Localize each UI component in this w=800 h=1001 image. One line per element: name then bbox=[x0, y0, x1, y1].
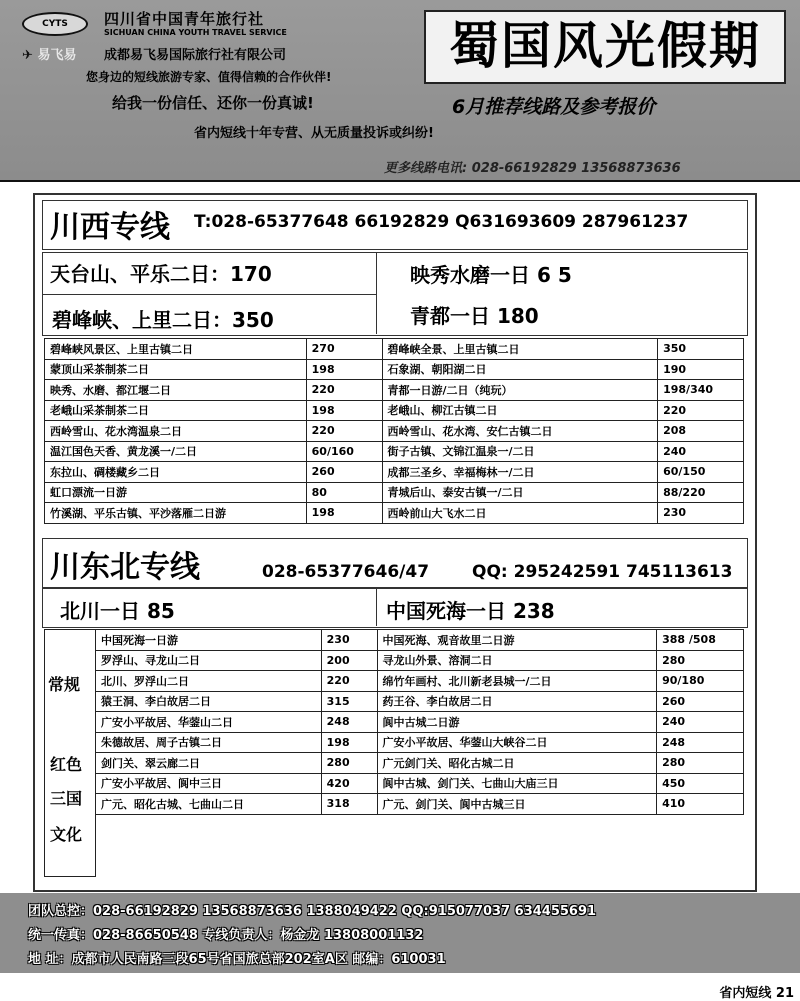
route-row bbox=[96, 753, 744, 774]
route-price: 248 bbox=[657, 732, 744, 753]
category-label: 文化 bbox=[50, 825, 83, 844]
route-price: 198 bbox=[306, 400, 382, 421]
route-price: 240 bbox=[658, 441, 744, 462]
route-row bbox=[45, 400, 744, 421]
yfy-logo bbox=[22, 44, 76, 63]
route-name: 广安小平故居、阆中三日 bbox=[96, 773, 322, 794]
hotline: 更多线路电讯: 028-66192829 13568873636 bbox=[384, 161, 681, 176]
route-price: 198 bbox=[306, 503, 382, 524]
route-name: 西岭前山大飞水二日 bbox=[382, 503, 658, 524]
route-name: 映秀、水磨、都江堰二日 bbox=[45, 380, 307, 401]
route-price: 220 bbox=[321, 671, 377, 692]
route-price: 280 bbox=[321, 753, 377, 774]
route-price: 230 bbox=[658, 503, 744, 524]
route-name: 广元、剑门关、阆中古城三日 bbox=[377, 794, 657, 815]
route-price: 200 bbox=[321, 650, 377, 671]
slogan-3: 省内短线十年专营、从无质量投诉或纠纷! bbox=[194, 126, 434, 141]
route-row bbox=[45, 339, 744, 360]
route-row bbox=[96, 630, 744, 651]
route-price: 350 bbox=[658, 339, 744, 360]
route-row bbox=[96, 732, 744, 753]
route-row bbox=[45, 380, 744, 401]
featured-route: 青都一日 180 bbox=[410, 304, 539, 328]
agency-name-cn: 四川省中国青年旅行社 bbox=[104, 10, 265, 28]
route-name: 阆中古城二日游 bbox=[377, 712, 657, 733]
route-row bbox=[45, 503, 744, 524]
route-price: 260 bbox=[657, 691, 744, 712]
route-price: 450 bbox=[657, 773, 744, 794]
west-phones: T:028-65377648 66192829 Q631693609 287961237 bbox=[194, 212, 689, 232]
route-name: 西岭雪山、花水湾、安仁古镇二日 bbox=[382, 421, 658, 442]
page-number: 省内短线 21 bbox=[719, 986, 794, 1001]
northeast-phone: 028-65377646/47 bbox=[262, 562, 430, 582]
route-price: 220 bbox=[306, 421, 382, 442]
west-routes-table bbox=[44, 338, 744, 524]
footer-address: 地 址：成都市人民南路三段65号省国旅总部202室A区 邮编：610031 bbox=[28, 952, 446, 967]
route-row bbox=[45, 482, 744, 503]
northeast-title: 川东北专线 bbox=[50, 550, 200, 585]
route-price: 240 bbox=[657, 712, 744, 733]
route-row bbox=[45, 359, 744, 380]
category-label: 红色 bbox=[50, 755, 83, 774]
route-name: 朱德故居、周子古镇二日 bbox=[96, 732, 322, 753]
route-row bbox=[96, 712, 744, 733]
route-name: 街子古镇、文锦江温泉一/二日 bbox=[382, 441, 658, 462]
divider bbox=[42, 294, 376, 295]
footer-contact: 团队总控：028-66192829 13568873636 1388049422 QQ:915077037 634455691 bbox=[28, 904, 597, 919]
route-price: 198 bbox=[306, 359, 382, 380]
route-price: 60/150 bbox=[658, 462, 744, 483]
featured-route: 天台山、平乐二日：170 bbox=[50, 262, 272, 286]
route-price: 280 bbox=[657, 650, 744, 671]
route-name: 碧峰峡全景、上里古镇二日 bbox=[382, 339, 658, 360]
northeast-qq: QQ: 295242591 745113613 bbox=[472, 562, 733, 582]
northeast-routes-table bbox=[95, 629, 744, 815]
route-price: 318 bbox=[321, 794, 377, 815]
route-name: 虹口漂流一日游 bbox=[45, 482, 307, 503]
route-price: 198/340 bbox=[658, 380, 744, 401]
route-row bbox=[96, 650, 744, 671]
route-name: 药王谷、李白故居二日 bbox=[377, 691, 657, 712]
footer-fax: 统一传真：028-86650548 专线负责人：杨金龙 13808001132 bbox=[28, 928, 424, 943]
route-name: 猿王洞、李白故居二日 bbox=[96, 691, 322, 712]
route-name: 罗浮山、寻龙山二日 bbox=[96, 650, 322, 671]
agency-name-en: SICHUAN CHINA YOUTH TRAVEL SERVICE bbox=[104, 28, 287, 37]
route-name: 成都三圣乡、幸福梅林一/二日 bbox=[382, 462, 658, 483]
plane-icon: ✈ bbox=[22, 48, 33, 63]
route-name: 温江国色天香、黄龙溪一/二日 bbox=[45, 441, 307, 462]
route-row bbox=[96, 773, 744, 794]
route-name: 北川、罗浮山二日 bbox=[96, 671, 322, 692]
featured-route: 碧峰峡、上里二日：350 bbox=[52, 308, 274, 332]
route-price: 208 bbox=[658, 421, 744, 442]
route-row bbox=[45, 421, 744, 442]
route-price: 80 bbox=[306, 482, 382, 503]
route-price: 230 bbox=[321, 630, 377, 651]
featured-route: 映秀水磨一日 6 5 bbox=[410, 263, 572, 287]
category-label: 常规 bbox=[48, 675, 81, 694]
route-name: 广安小平故居、华蓥山二日 bbox=[96, 712, 322, 733]
route-price: 280 bbox=[657, 753, 744, 774]
route-price: 60/160 bbox=[306, 441, 382, 462]
route-name: 广元剑门关、昭化古城二日 bbox=[377, 753, 657, 774]
route-name: 竹溪湖、平乐古镇、平沙落雁二日游 bbox=[45, 503, 307, 524]
route-price: 315 bbox=[321, 691, 377, 712]
route-price: 220 bbox=[306, 380, 382, 401]
agency2-name: 成都易飞易国际旅行社有限公司 bbox=[104, 48, 287, 63]
featured-route: 中国死海一日 238 bbox=[386, 599, 555, 623]
route-price: 190 bbox=[658, 359, 744, 380]
route-name: 老峨山、柳江古镇二日 bbox=[382, 400, 658, 421]
route-price: 420 bbox=[321, 773, 377, 794]
route-price: 90/180 bbox=[657, 671, 744, 692]
route-name: 中国死海一日游 bbox=[96, 630, 322, 651]
divider bbox=[376, 252, 377, 334]
route-row bbox=[96, 691, 744, 712]
route-name: 青城后山、泰安古镇一/二日 bbox=[382, 482, 658, 503]
subtitle: 6月推荐线路及参考报价 bbox=[452, 96, 656, 118]
slogan-1: 您身边的短线旅游专家、值得信赖的合作伙伴! bbox=[86, 70, 332, 84]
route-price: 410 bbox=[657, 794, 744, 815]
route-name: 寻龙山外景、溶洞二日 bbox=[377, 650, 657, 671]
cyts-logo: CYTS bbox=[22, 12, 88, 36]
route-name: 阆中古城、剑门关、七曲山大庙三日 bbox=[377, 773, 657, 794]
yfy-logo-text: 易飞易 bbox=[37, 48, 77, 63]
slogan-2: 给我一份信任、还你一份真诚! bbox=[112, 94, 314, 112]
west-title: 川西专线 bbox=[50, 210, 170, 245]
main-title: 蜀国风光假期 bbox=[424, 10, 786, 84]
route-row bbox=[45, 441, 744, 462]
divider bbox=[376, 588, 377, 626]
route-name: 碧峰峡风景区、上里古镇二日 bbox=[45, 339, 307, 360]
route-row bbox=[96, 794, 744, 815]
route-name: 剑门关、翠云廊二日 bbox=[96, 753, 322, 774]
route-name: 广安小平故居、华蓥山大峡谷二日 bbox=[377, 732, 657, 753]
category-label: 三国 bbox=[50, 789, 83, 808]
route-name: 西岭雪山、花水湾温泉二日 bbox=[45, 421, 307, 442]
route-price: 198 bbox=[321, 732, 377, 753]
route-price: 270 bbox=[306, 339, 382, 360]
route-name: 绵竹年画村、北川新老县城一/二日 bbox=[377, 671, 657, 692]
route-name: 中国死海、观音故里二日游 bbox=[377, 630, 657, 651]
route-price: 260 bbox=[306, 462, 382, 483]
route-name: 蒙顶山采茶制茶二日 bbox=[45, 359, 307, 380]
featured-route: 北川一日 85 bbox=[60, 599, 175, 623]
route-row bbox=[45, 462, 744, 483]
route-price: 388 /508 bbox=[657, 630, 744, 651]
route-price: 88/220 bbox=[658, 482, 744, 503]
route-row bbox=[96, 671, 744, 692]
route-name: 青都一日游/二日（纯玩） bbox=[382, 380, 658, 401]
route-name: 老峨山采茶制茶二日 bbox=[45, 400, 307, 421]
route-price: 220 bbox=[658, 400, 744, 421]
route-name: 东拉山、碉楼藏乡二日 bbox=[45, 462, 307, 483]
route-name: 广元、昭化古城、七曲山二日 bbox=[96, 794, 322, 815]
route-name: 石象湖、朝阳湖二日 bbox=[382, 359, 658, 380]
route-price: 248 bbox=[321, 712, 377, 733]
